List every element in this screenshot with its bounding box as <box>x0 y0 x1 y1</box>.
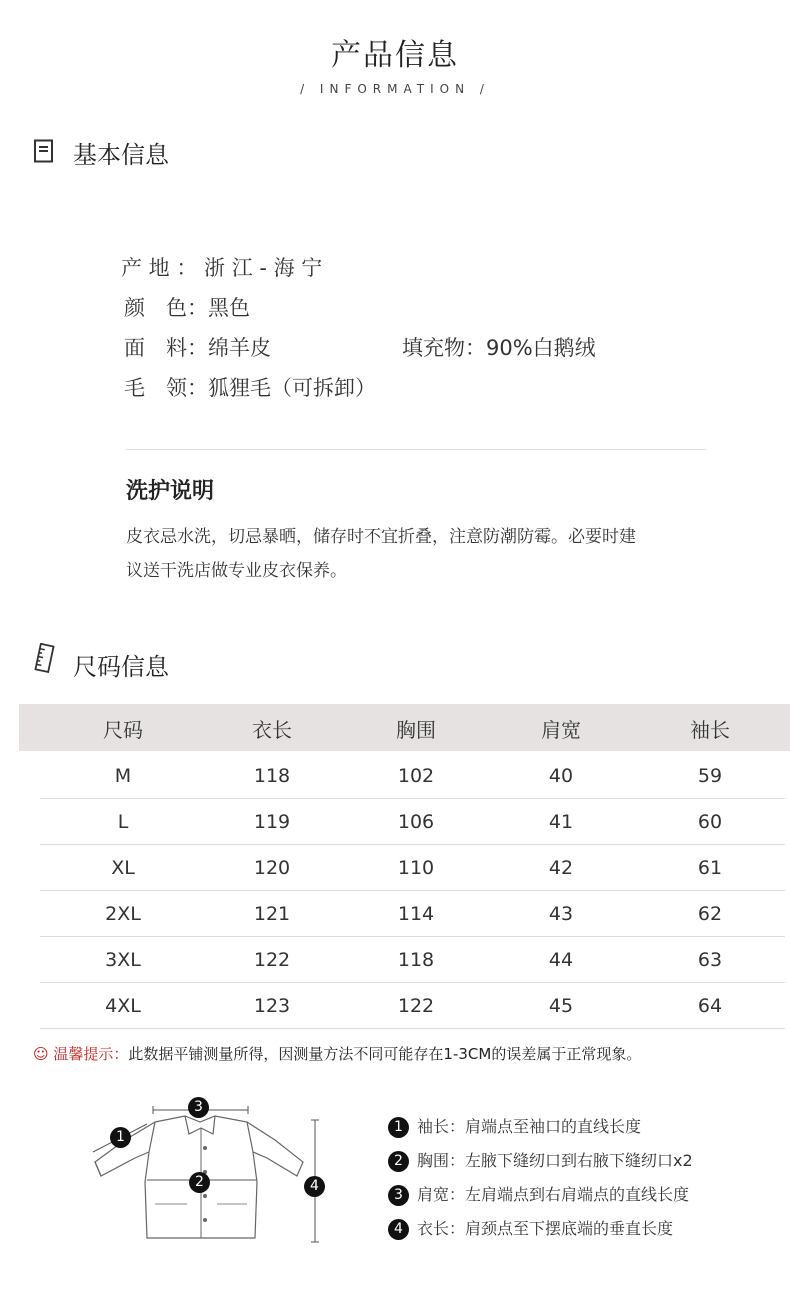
legend-text: 衣长：肩颈点至下摆底端的垂直长度 <box>417 1219 674 1238</box>
table-cell: L <box>117 811 129 833</box>
table-cell: 123 <box>253 995 291 1017</box>
table-cell: 2XL <box>105 903 141 925</box>
origin-row: 产 地 ： 浙 江 - 海 宁 <box>121 256 323 280</box>
legend-item <box>388 1114 641 1138</box>
legend-num: 2 <box>388 1151 409 1172</box>
table-cell: 42 <box>548 857 574 879</box>
fabric-row: 面 料：绵羊皮 <box>124 336 271 360</box>
table-cell: 45 <box>548 995 574 1017</box>
filling-row: 填充物：90%白鹅绒 <box>402 336 596 360</box>
page-title: 产品信息 <box>331 38 459 73</box>
legend-num: 1 <box>388 1117 409 1138</box>
table-header-cell: 衣长 <box>252 718 292 742</box>
legend-item <box>388 1182 689 1206</box>
care-line-1: 皮衣忌水洗，切忌暴晒，储存时不宜折叠，注意防潮防霉。必要时建 <box>126 527 636 547</box>
legend-text: 胸围：左腋下缝纫口到右腋下缝纫口x2 <box>417 1151 693 1170</box>
table-cell: 4XL <box>105 995 141 1017</box>
jacket-diagram <box>85 1092 335 1256</box>
ruler-icon <box>33 643 57 677</box>
tip-label: ☺ 温馨提示： <box>33 1045 129 1063</box>
table-cell: 119 <box>253 811 291 833</box>
size-table-header <box>19 704 790 751</box>
legend-item <box>388 1148 693 1172</box>
table-cell: XL <box>111 857 135 879</box>
table-cell: 61 <box>697 857 723 879</box>
table-cell: 63 <box>697 949 723 971</box>
table-cell: 40 <box>548 765 574 787</box>
table-cell: 122 <box>253 949 291 971</box>
table-cell: 118 <box>397 949 435 971</box>
table-cell: 118 <box>253 765 291 787</box>
table-cell: 120 <box>253 857 291 879</box>
legend-item <box>388 1216 673 1240</box>
table-header-cell: 肩宽 <box>541 718 581 742</box>
table-cell: M <box>114 765 132 787</box>
table-cell: 41 <box>548 811 574 833</box>
page-subtitle: / INFORMATION / <box>300 82 490 96</box>
divider <box>126 449 706 450</box>
collar-row: 毛 领：狐狸毛（可拆卸） <box>124 376 376 400</box>
legend-text: 袖长：肩端点至袖口的直线长度 <box>417 1117 642 1136</box>
row-divider <box>40 890 785 891</box>
row-divider <box>40 1028 785 1029</box>
table-cell: 43 <box>548 903 574 925</box>
care-title: 洗护说明 <box>126 479 215 504</box>
legend-num: 4 <box>388 1219 409 1240</box>
table-cell: 121 <box>253 903 291 925</box>
row-divider <box>40 982 785 983</box>
table-header-cell: 胸围 <box>396 718 436 742</box>
table-cell: 59 <box>697 765 723 787</box>
table-header-cell: 袖长 <box>690 718 730 742</box>
table-cell: 60 <box>697 811 723 833</box>
table-header-cell: 尺码 <box>103 718 143 742</box>
table-cell: 106 <box>397 811 435 833</box>
row-divider <box>40 844 785 845</box>
table-cell: 102 <box>397 765 435 787</box>
legend-num: 3 <box>388 1185 409 1206</box>
color-row: 颜 色：黑色 <box>124 296 250 320</box>
table-cell: 122 <box>397 995 435 1017</box>
legend-text: 肩宽：左肩端点到右肩端点的直线长度 <box>417 1185 690 1204</box>
care-text <box>126 520 716 588</box>
table-cell: 110 <box>397 857 435 879</box>
marker-1: 1 <box>110 1127 131 1148</box>
marker-4: 4 <box>304 1176 325 1197</box>
table-cell: 3XL <box>105 949 141 971</box>
size-info-heading: 尺码信息 <box>73 653 169 681</box>
marker-2: 2 <box>189 1172 210 1193</box>
basic-info-heading: 基本信息 <box>73 141 169 169</box>
tip <box>33 1043 641 1064</box>
table-cell: 62 <box>697 903 723 925</box>
row-divider <box>40 936 785 937</box>
table-cell: 44 <box>548 949 574 971</box>
row-divider <box>40 798 785 799</box>
table-cell: 114 <box>397 903 435 925</box>
tip-text: 此数据平铺测量所得，因测量方法不同可能存在1-3CM的误差属于正常现象。 <box>128 1045 642 1063</box>
document-icon <box>33 139 55 167</box>
marker-3: 3 <box>188 1097 209 1118</box>
table-cell: 64 <box>697 995 723 1017</box>
care-line-2: 议送干洗店做专业皮衣保养。 <box>126 561 347 581</box>
